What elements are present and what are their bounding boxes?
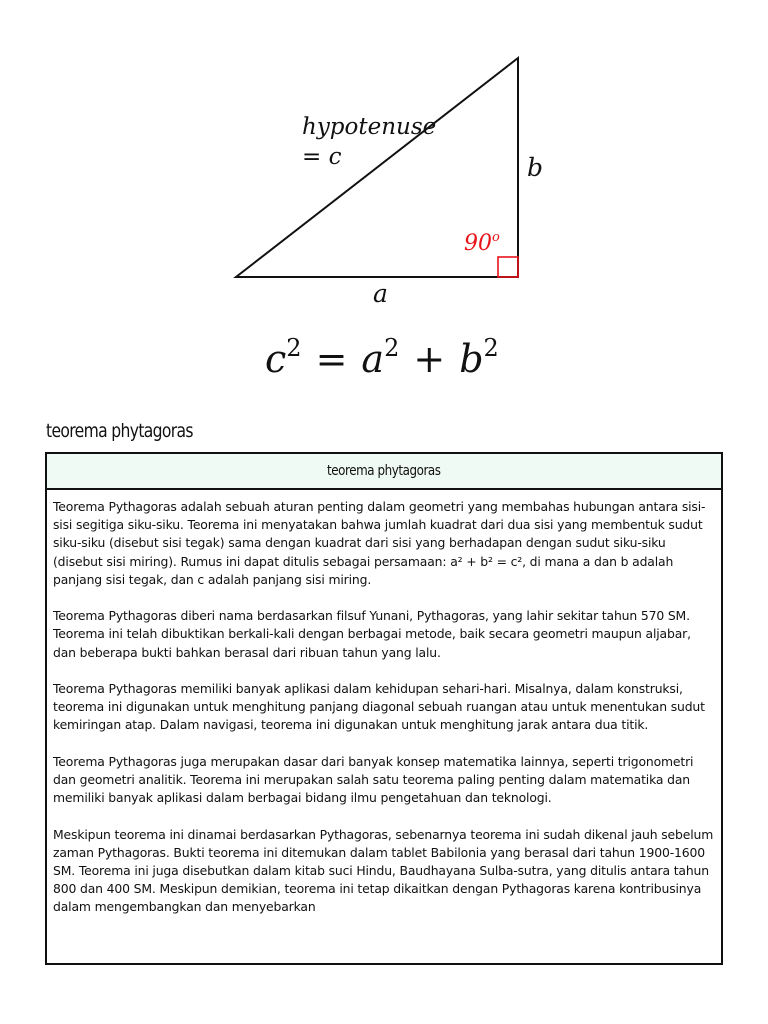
paragraph: Teorema Pythagoras memiliki banyak aplikasi dalam kehidupan sehari-hari. Misalnya, dalam konstruksi, teorema ini digunakan untuk menghitung panjang diagonal sebuah ruangan atau untuk menentukan sudut kemiringan atap. Dalam navigasi, teorema ini digunakan untuk menghitung jarak antara dua titik. <box>53 681 705 733</box>
side-a-label: a <box>373 279 388 308</box>
section-heading: teorema phytagoras <box>46 420 193 442</box>
side-b-label: b <box>527 153 544 182</box>
angle-degree: o <box>492 230 500 245</box>
paragraph: Teorema Pythagoras adalah sebuah aturan penting dalam geometri yang membahas hubungan antara sisi-sisi segitiga siku-siku. Teorema ini menyatakan bahwa jumlah kuadrat dari dua sisi yang membentuk sudut siku-siku (disebut sisi tegak) sama dengan kuadrat dari sisi yang berhadapan dengan sudut siku-siku (disebut sisi miring). Rumus ini dapat ditulis sebagai persamaan: a² + b² = c², di mana a dan b adalah panjang sisi tegak, dan c adalah panjang sisi miring. <box>53 499 706 587</box>
hypotenuse-value: = c <box>302 144 342 170</box>
paragraph: Teorema Pythagoras diberi nama berdasarkan filsuf Yunani, Pythagoras, yang lahir sekitar tahun 570 SM. Teorema ini telah dibuktikan berkali-kali dengan berbagai metode, baik secara geometri maupun aljabar, dan beberapa bukti bahkan berasal dari ribuan tahun yang lalu. <box>53 608 691 660</box>
angle-label: 90$^o$ <box>464 230 500 256</box>
hypotenuse-label: hypotenuse <box>302 114 437 140</box>
right-angle-marker <box>498 257 518 277</box>
paragraph: Teorema Pythagoras juga merupakan dasar dari banyak konsep matematika lainnya, seperti trigonometri dan geometri analitik. Teorema ini merupakan salah satu teorema paling penting dalam matematika dan memiliki banyak aplikasi dalam berbagai bidang ilmu pengetahuan dan teknologi. <box>53 753 694 806</box>
content-table <box>45 452 723 965</box>
table-body <box>47 490 721 917</box>
paragraph: Meskipun teorema ini dinamai berdasarkan Pythagoras, sebenarnya teorema ini sudah dikenal jauh sebelum zaman Pythagoras. Bukti teorema ini ditemukan dalam tablet Babilonia yang berasal dari tahun 1900-1600 SM. Teorema ini juga disebutkan dalam kitab suci Hindu, Baudhayana Sulba-sutra, yang ditulis antara tahun 800 dan 400 SM. Meskipun demikian, teorema ini tetap dikaitkan dengan Pythagoras karena kontribusinya dalam mengembangkan dan menyebarkan <box>53 826 714 915</box>
table-header-title: teorema phytagoras <box>327 463 441 479</box>
pythagoras-figure <box>0 0 768 410</box>
triangle-diagram <box>0 0 768 410</box>
table-header <box>47 454 721 490</box>
pythagoras-formula: $c^2 = a^2 + b^2$ <box>265 334 499 381</box>
